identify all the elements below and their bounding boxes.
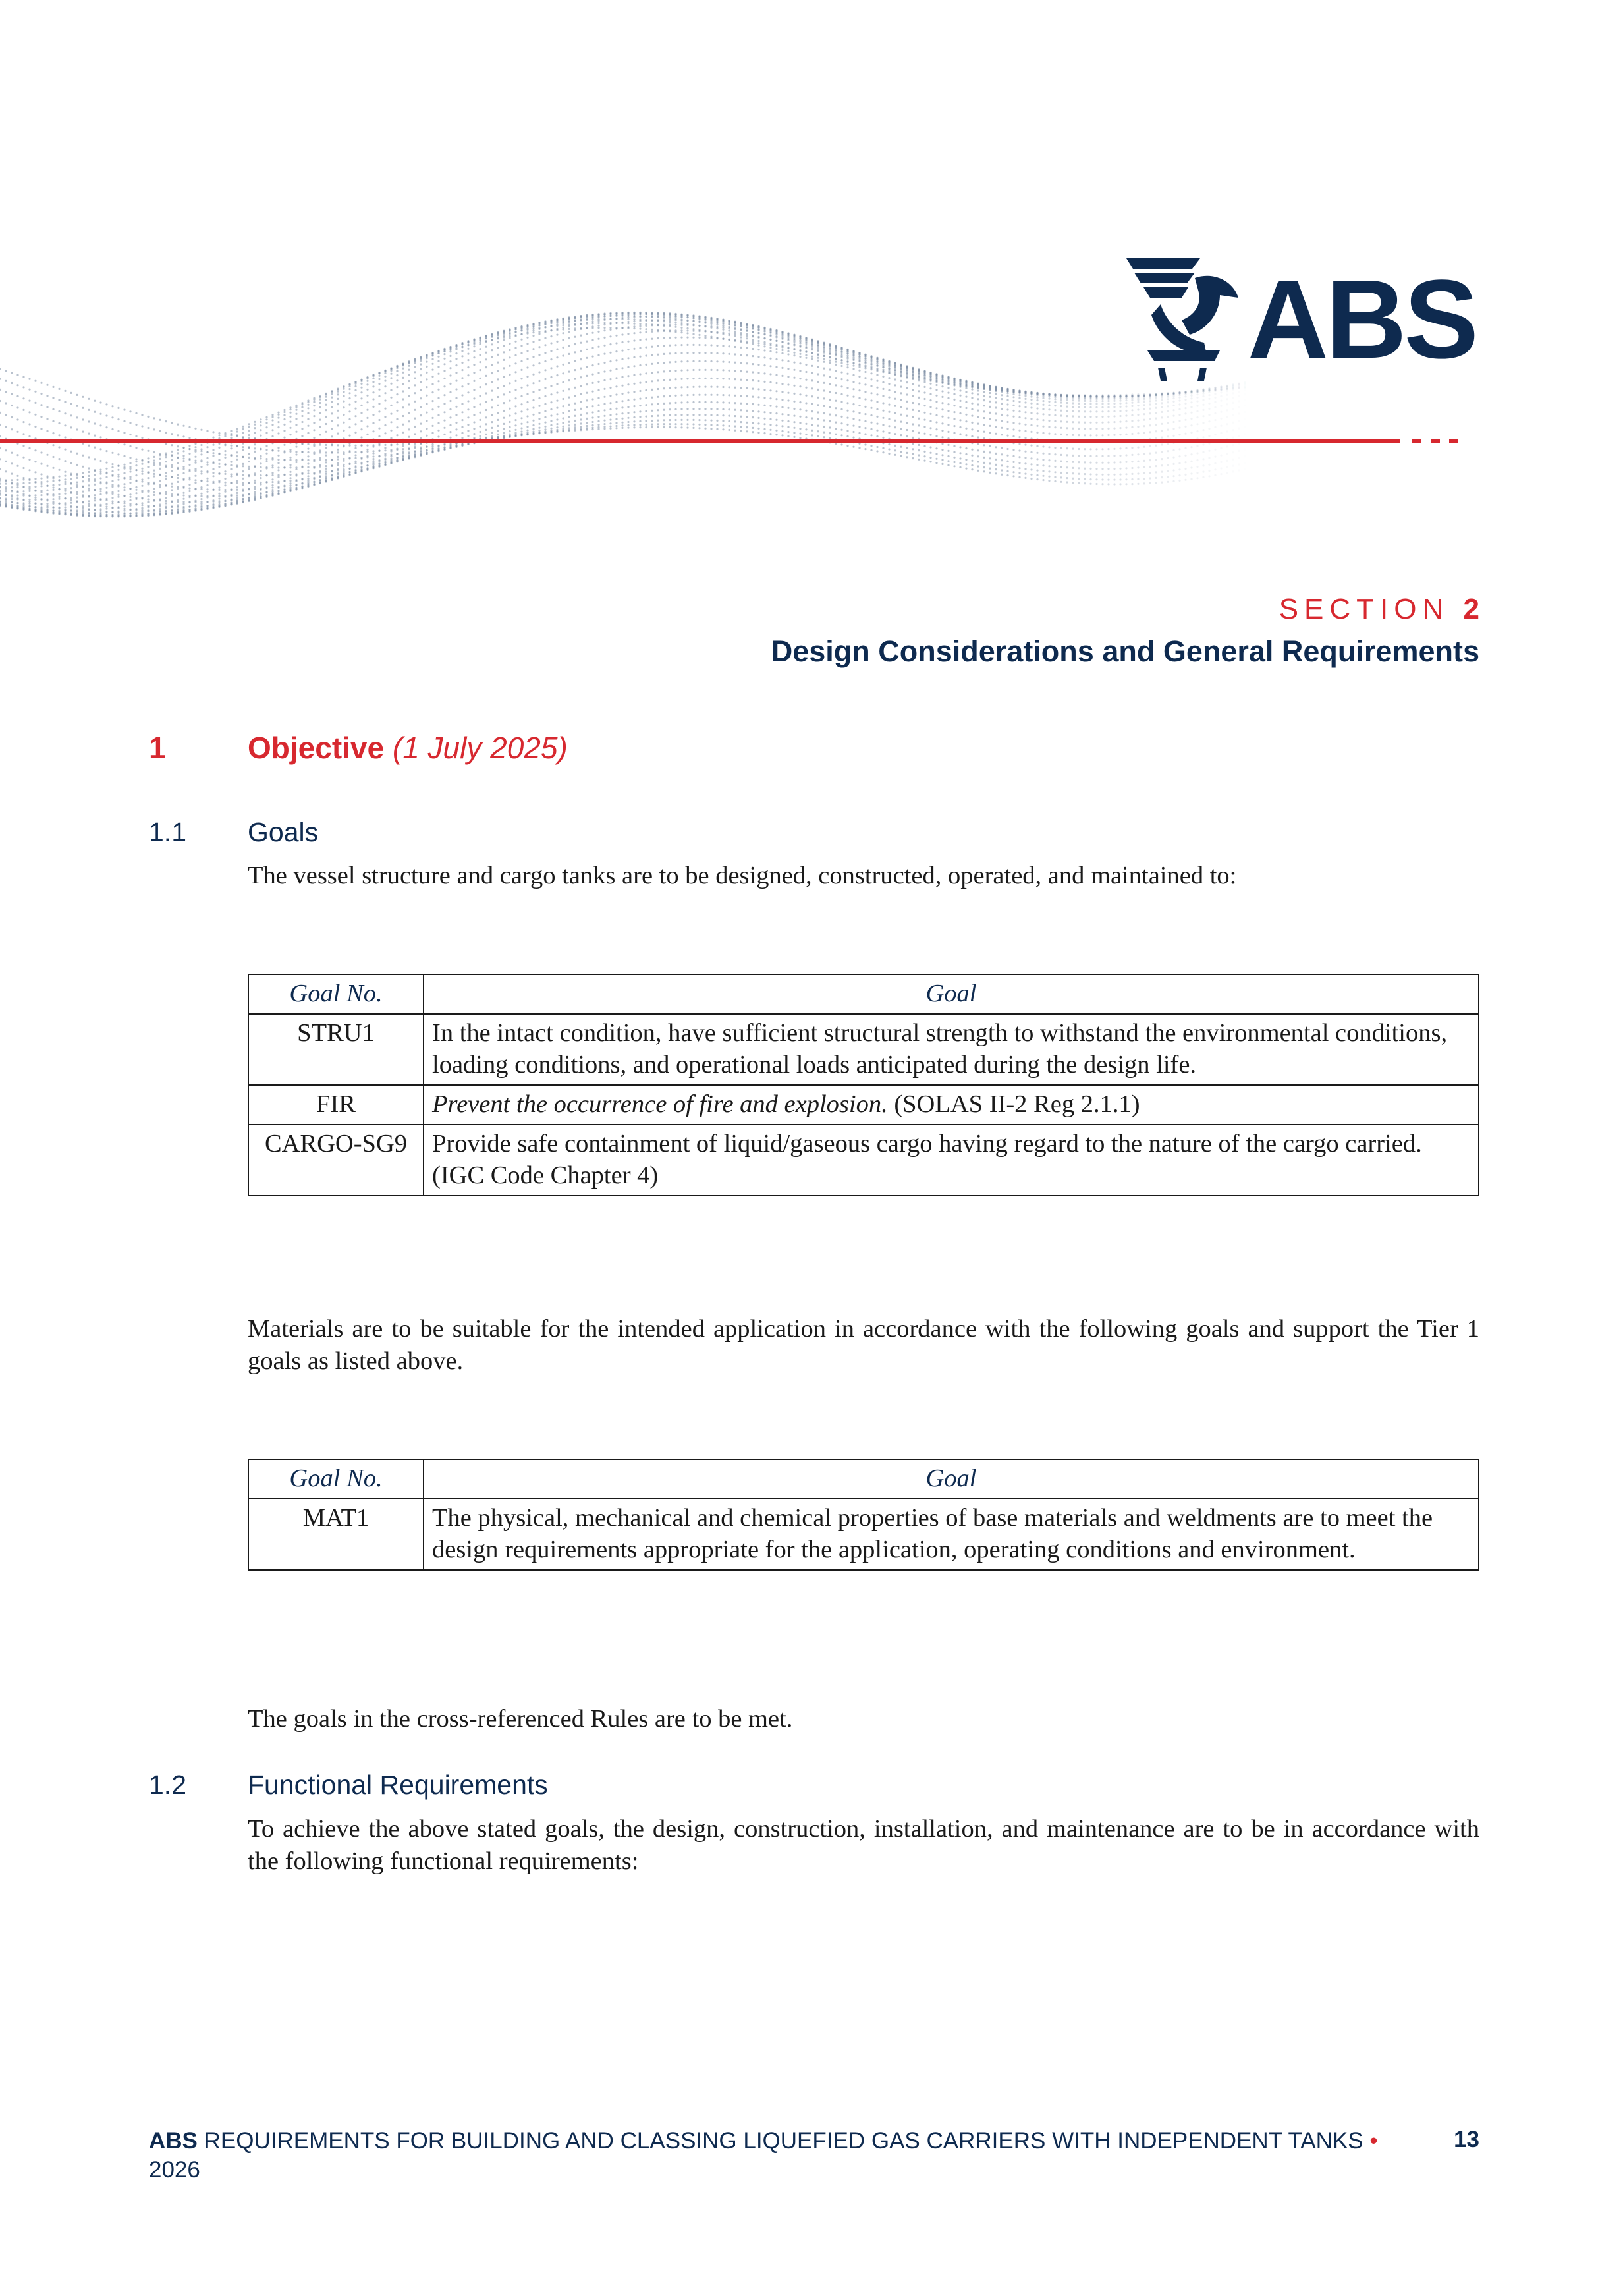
functional-requirements-paragraph: To achieve the above stated goals, the design, construction, installation, and maintenance are to be in accordance with the following functional requirements:	[248, 1815, 1479, 1875]
abs-logo	[1121, 252, 1477, 383]
goal-number-cell: STRU1	[248, 1014, 424, 1085]
heading-1-number: 1	[149, 731, 166, 765]
footer-bullet: •	[1369, 2128, 1378, 2154]
section-title: Design Considerations and General Requirements	[771, 634, 1479, 668]
table-row	[248, 1499, 1479, 1570]
goal-text-cell: The physical, mechanical and chemical properties of base materials and weldments are to meet the design requirements appropriate for the application, operating conditions and environment.	[424, 1499, 1479, 1570]
header-red-rule	[0, 439, 1400, 443]
section-number: 2	[1463, 593, 1479, 625]
heading-goals-title: Goals	[248, 817, 319, 847]
goals-table	[248, 974, 1479, 1196]
goal-italic-text: Prevent the occurrence of fire and explosion.	[432, 1090, 888, 1118]
materials-paragraph: Materials are to be suitable for the intended application in accordance with the following goals and support the Tier 1 goals as listed above.	[248, 1315, 1479, 1375]
heading-goals-number: 1.1	[149, 817, 186, 847]
heading-1-title-text: Objective	[248, 731, 385, 765]
page-footer	[149, 2127, 1400, 2185]
table-row	[248, 1125, 1479, 1196]
goal-number-cell: MAT1	[248, 1499, 424, 1570]
column-header-goal: Goal	[424, 974, 1479, 1014]
column-header-goal-no: Goal No.	[248, 1459, 424, 1499]
section-word: SECTION	[1279, 593, 1450, 625]
page-number: 13	[1454, 2127, 1479, 2152]
goal-text-cell: Provide safe containment of liquid/gaseous cargo having regard to the nature of the cargo carried. (IGC Code Chapter 4)	[424, 1125, 1479, 1196]
heading-1-date: (1 July 2025)	[392, 731, 568, 765]
heading-1-title	[248, 730, 568, 766]
table-header-row	[248, 974, 1479, 1014]
abs-logo-text: ABS	[1248, 257, 1476, 382]
section-label	[1279, 593, 1479, 626]
table-header-row	[248, 1459, 1479, 1499]
footer-year: 2026	[149, 2157, 200, 2183]
goals-intro-paragraph: The vessel structure and cargo tanks are to be designed, constructed, operated, and maintained to:	[248, 862, 1237, 889]
goal-text-cell: In the intact condition, have sufficient structural strength to withstand the environmental conditions, loading conditions, and operational loads anticipated during the design life.	[424, 1014, 1479, 1085]
materials-goals-table	[248, 1459, 1479, 1571]
eagle-emblem-icon	[1121, 252, 1253, 383]
goal-number-cell: CARGO-SG9	[248, 1125, 424, 1196]
goal-number-cell: FIR	[248, 1085, 424, 1125]
heading-functional-number: 1.2	[149, 1770, 186, 1800]
goal-text-cell	[424, 1085, 1479, 1125]
table-row	[248, 1014, 1479, 1085]
footer-brand: ABS	[149, 2128, 198, 2154]
header-red-dashes	[1412, 439, 1465, 443]
table-row	[248, 1085, 1479, 1125]
footer-title: REQUIREMENTS FOR BUILDING AND CLASSING LIQUEFIED GAS CARRIERS WITH INDEPENDENT TANKS	[197, 2128, 1370, 2154]
column-header-goal-no: Goal No.	[248, 974, 424, 1014]
heading-functional-title: Functional Requirements	[248, 1770, 548, 1800]
cross-reference-paragraph: The goals in the cross-referenced Rules are to be met.	[248, 1705, 793, 1733]
column-header-goal: Goal	[424, 1459, 1479, 1499]
goal-reference-text: (SOLAS II-2 Reg 2.1.1)	[887, 1090, 1140, 1118]
